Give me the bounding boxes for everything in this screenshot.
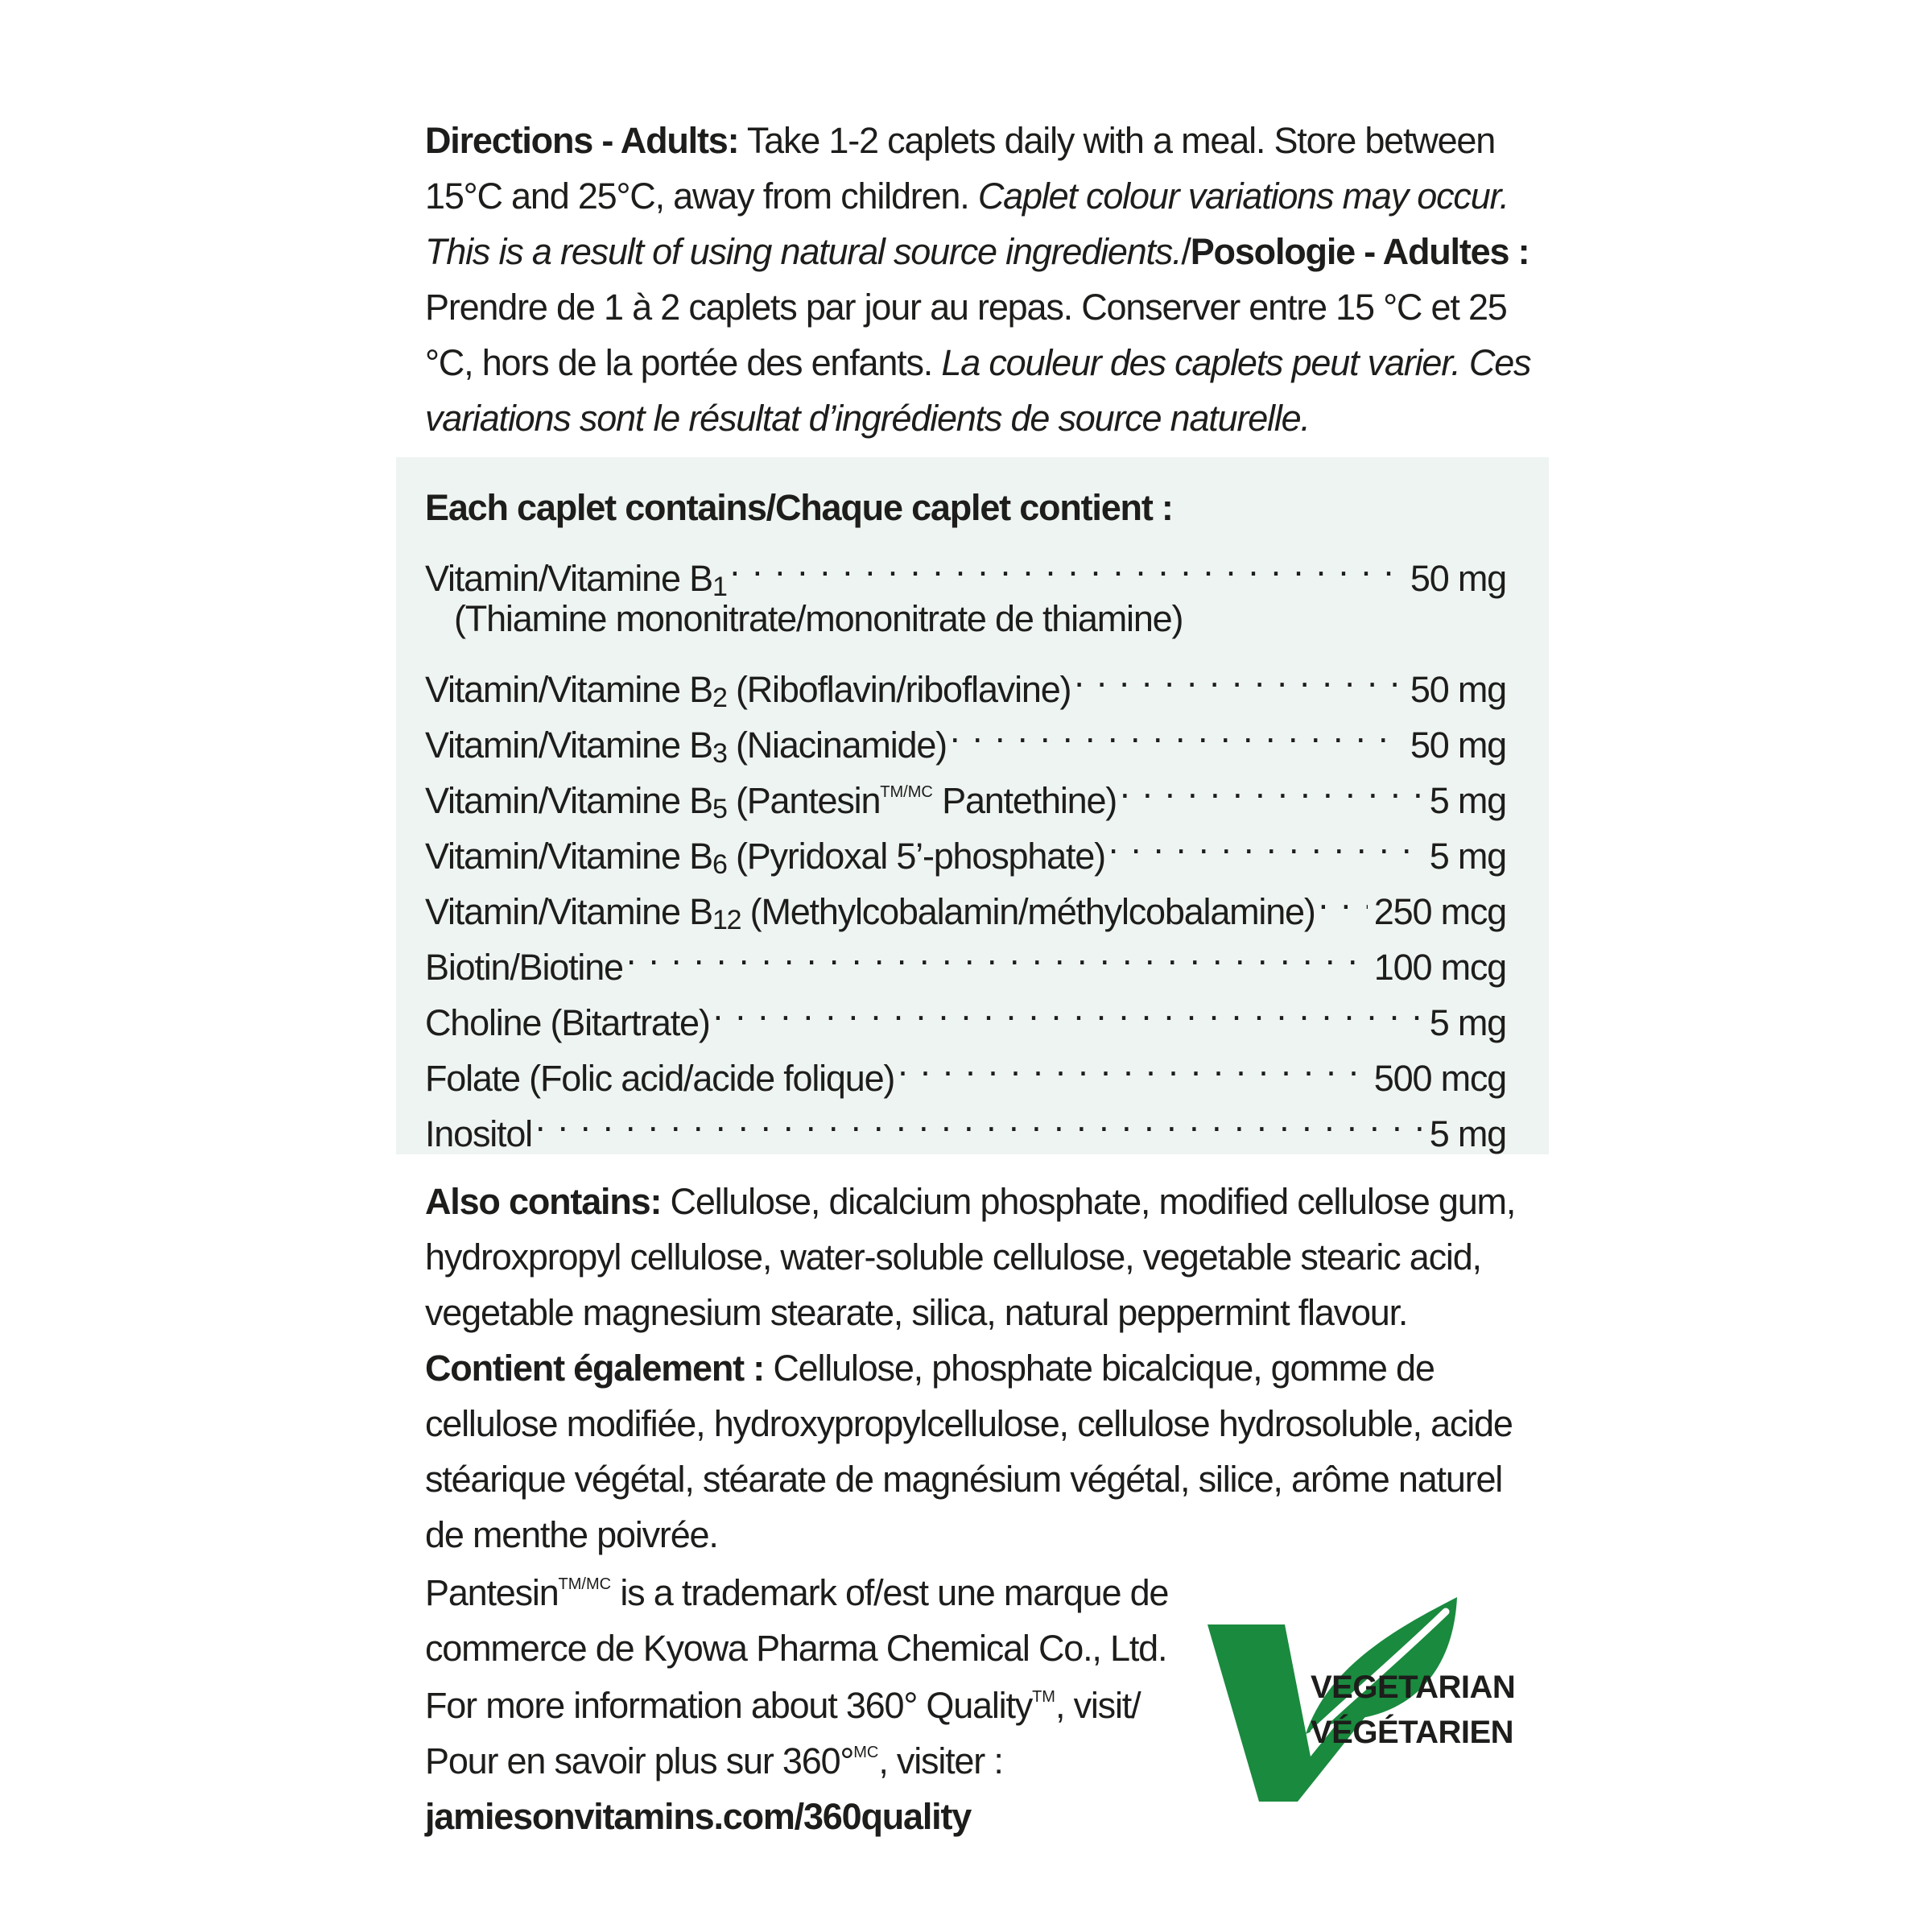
ingredient-subscript: 12	[712, 905, 741, 935]
ingredient-amount: 100 mcg	[1373, 947, 1506, 988]
more-info-fr-suffix: , visiter :	[878, 1740, 1003, 1781]
leader-dots	[1074, 646, 1404, 702]
ingredient-name	[425, 717, 947, 773]
more-info-block	[425, 1678, 1198, 1844]
ingredient-prefix: Vitamin/Vitamine B	[425, 780, 712, 821]
more-info-fr-text: Pour en savoir plus sur 360°	[425, 1740, 854, 1781]
trademark-line-1	[425, 1565, 1198, 1620]
ingredient-prefix: Vitamin/Vitamine B	[425, 558, 712, 599]
ingredient-amount: 5 mg	[1429, 780, 1506, 821]
trademark-line-2: commerce de Kyowa Pharma Chemical Co., Ltd.	[425, 1628, 1167, 1669]
directions-en-label: Directions - Adults:	[425, 120, 739, 161]
ingredient-row-b2	[425, 646, 1506, 713]
ingredient-name: Folate (Folic acid/acide folique)	[425, 1058, 895, 1099]
ingredients-panel	[396, 457, 1549, 1154]
also-contains-en-label: Also contains:	[425, 1181, 662, 1222]
ingredient-amount: 50 mg	[1410, 724, 1506, 766]
trademark-mark: TM	[1032, 1688, 1055, 1706]
also-contains-fr-label: Contient également :	[425, 1348, 765, 1389]
trademark-mark: TM/MC	[880, 783, 933, 801]
ingredient-prefix: Vitamin/Vitamine B	[425, 669, 712, 710]
leader-dots	[730, 535, 1404, 591]
leader-dots	[535, 1091, 1423, 1146]
more-info-en	[425, 1678, 1198, 1733]
ingredient-note: (Thiamine mononitrate/mononitrate de thiamine)	[454, 598, 1183, 639]
ingredient-amount: 250 mcg	[1373, 891, 1506, 932]
leader-dots	[898, 1035, 1368, 1091]
ingredient-name	[425, 773, 1117, 828]
directions-en-text: Take 1-2 caplets daily with a meal. Store between 15°C and 25°C, away from children.	[425, 120, 1496, 217]
directions-fr-label: Posologie - Adultes :	[1190, 231, 1530, 272]
ingredient-amount: 5 mg	[1429, 836, 1506, 877]
ingredient-prefix: Vitamin/Vitamine B	[425, 836, 712, 877]
ingredient-prefix: Vitamin/Vitamine B	[425, 724, 712, 766]
trademark-brand: Pantesin	[425, 1572, 559, 1613]
directions-slash: /	[1181, 231, 1191, 272]
more-info-url: jamiesonvitamins.com/360quality	[425, 1796, 972, 1837]
ingredient-amount: 500 mcg	[1373, 1058, 1506, 1099]
ingredient-suffix: (Pantesin	[726, 780, 881, 821]
ingredient-subscript: 6	[712, 849, 727, 880]
ingredient-suffix: (Riboflavin/riboflavine)	[726, 669, 1071, 710]
ingredient-suffix: (Pyridoxal 5’-phosphate)	[726, 836, 1105, 877]
ingredients-title: Each caplet contains/Chaque caplet contient :	[425, 487, 1173, 528]
ingredient-row-inositol	[425, 1091, 1506, 1154]
ingredient-amount: 50 mg	[1410, 558, 1506, 599]
ingredient-name: Choline (Bitartrate)	[425, 1002, 710, 1043]
ingredient-amount: 50 mg	[1410, 669, 1506, 710]
ingredient-name: Biotin/Biotine	[425, 947, 623, 988]
trademark-notice	[425, 1565, 1198, 1676]
leader-dots	[713, 980, 1423, 1035]
ingredient-suffix: Pantethine)	[932, 780, 1117, 821]
ingredient-amount: 5 mg	[1429, 1002, 1506, 1043]
more-info-fr	[425, 1733, 1198, 1789]
more-info-en-text: For more information about 360° Quality	[425, 1685, 1033, 1726]
leader-dots	[1319, 869, 1368, 924]
directions-block	[425, 113, 1546, 446]
leader-dots	[1108, 813, 1423, 869]
ingredient-suffix: (Niacinamide)	[726, 724, 947, 766]
ingredient-subscript: 5	[712, 794, 727, 824]
directions-fr-text: Prendre de 1 à 2 caplets par jour au repas. Conserver entre 15 °C et 25 °C, hors de la portée des enfants.	[425, 287, 1507, 383]
also-contains-fr	[425, 1340, 1546, 1563]
ingredient-amount: 5 mg	[1429, 1113, 1506, 1154]
trademark-mark: TM/MC	[558, 1575, 612, 1593]
directions-fr-note: La couleur des caplets peut varier. Ces variations sont le résultat d’ingrédients de source naturelle.	[425, 342, 1531, 439]
also-contains-en	[425, 1174, 1546, 1340]
leader-dots	[1120, 758, 1423, 813]
ingredient-suffix: (Methylcobalamin/méthylcobalamine)	[741, 891, 1315, 932]
more-info-en-suffix: , visit/	[1055, 1685, 1141, 1726]
ingredient-row-b1-note	[425, 591, 1506, 646]
directions-en-note: Caplet colour variations may occur. This is a result of using natural source ingredients.	[425, 175, 1509, 272]
vegetarian-label-en: VEGETARIAN	[1311, 1670, 1516, 1705]
ingredient-prefix: Vitamin/Vitamine B	[425, 891, 712, 932]
trademark-text: is a trademark of/est une marque de	[611, 1572, 1169, 1613]
vegetarian-leaf-icon	[1208, 1591, 1516, 1832]
leader-dots	[626, 924, 1368, 980]
vegetarian-label-fr: VÉGÉTARIEN	[1311, 1715, 1514, 1750]
directions-paragraph	[425, 113, 1546, 446]
ingredient-name: Inositol	[425, 1113, 532, 1154]
ingredient-subscript: 2	[712, 683, 727, 713]
ingredient-name	[425, 828, 1105, 884]
also-contains-en-text: Cellulose, dicalcium phosphate, modified cellulose gum, hydroxpropyl cellulose, water-soluble cellulose, vegetable stearic acid, vegetable magnesium stearate, silica, natural peppermint flavour.	[425, 1181, 1516, 1333]
trademark-mark: MC	[853, 1744, 879, 1761]
leader-dots	[950, 702, 1404, 758]
ingredient-subscript: 1	[712, 572, 727, 602]
ingredient-subscript: 3	[712, 738, 727, 769]
also-contains-block	[425, 1174, 1546, 1563]
ingredients-list	[425, 480, 1506, 1154]
ingredient-row-b1	[425, 535, 1506, 602]
also-contains-fr-text: Cellulose, phosphate bicalcique, gomme de cellulose modifiée, hydroxypropylcellulose, cellulose hydrosoluble, acide stéarique végétal, stéarate de magnésium végétal, silice, arôme naturel de menthe poivrée.	[425, 1348, 1513, 1555]
